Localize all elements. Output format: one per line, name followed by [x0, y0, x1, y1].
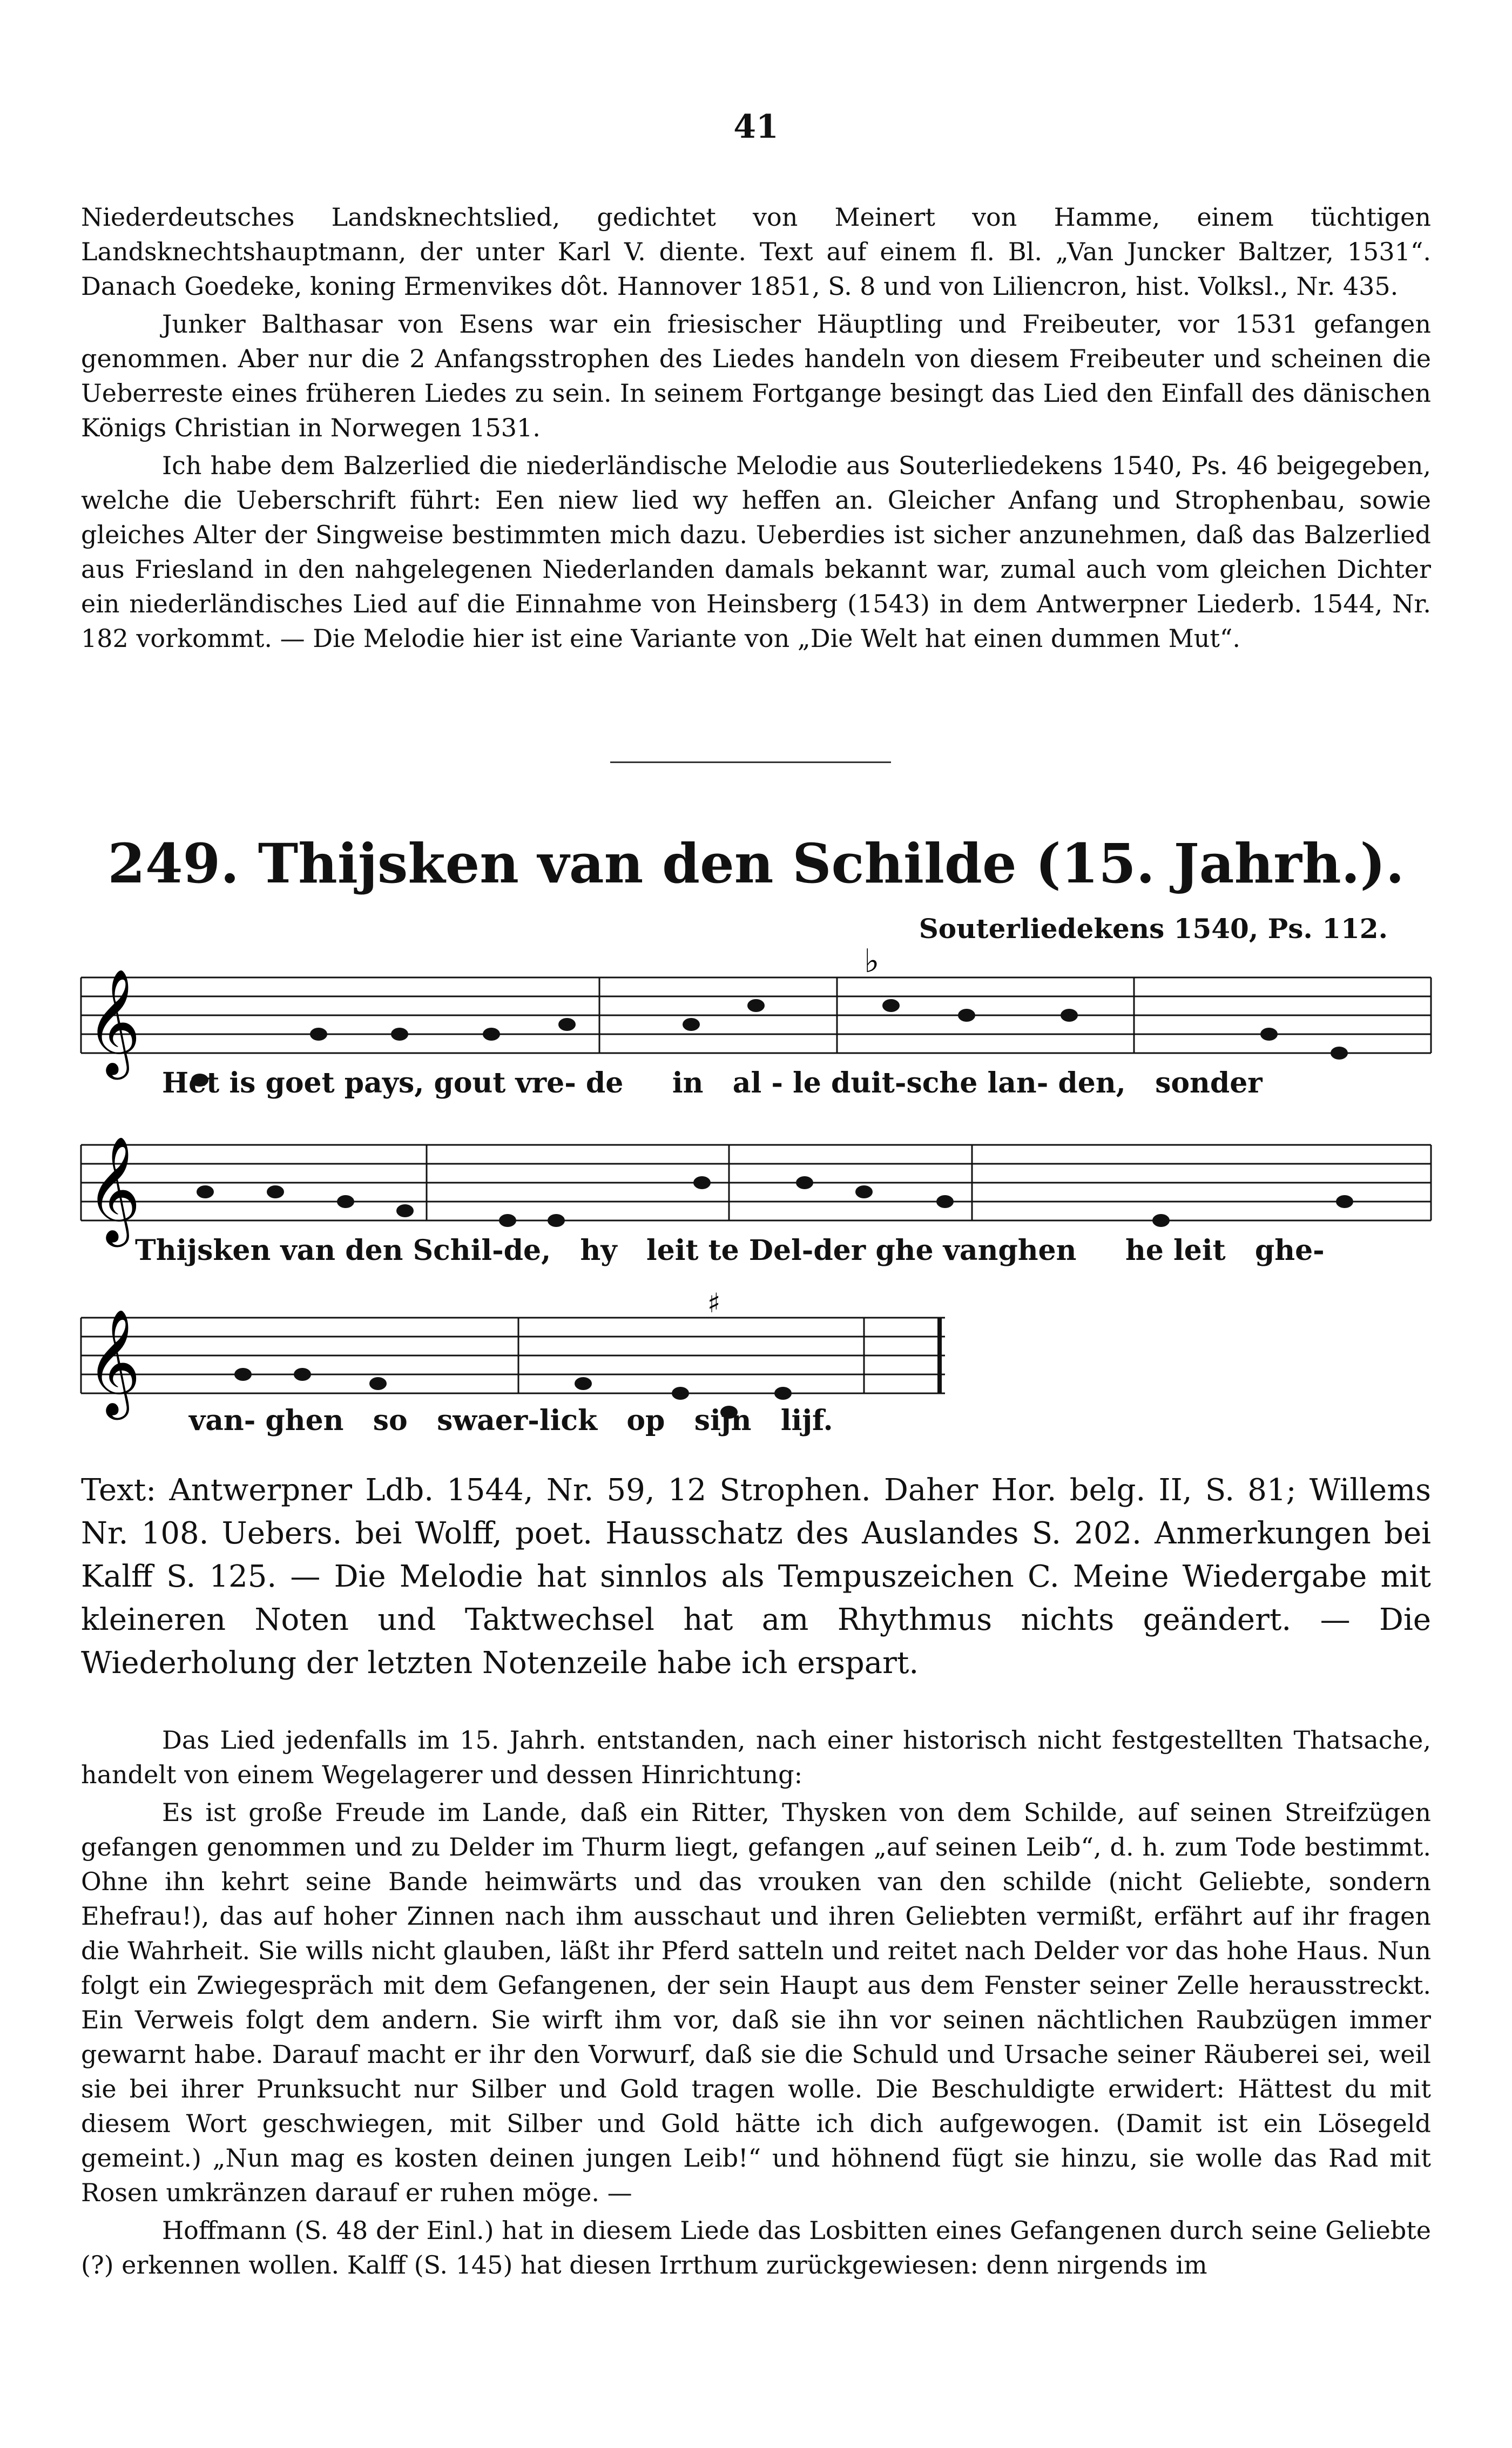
lyric-syllable: de [585, 1067, 624, 1100]
lyric-syllable: ghe [875, 1234, 934, 1267]
page-number: 41 [733, 108, 779, 146]
lyric-syllable: sijn [694, 1404, 752, 1437]
song-notes-text: Text: Antwerpner Ldb. 1544, Nr. 59, 12 Strophen. Daher Hor. belg. II, S. 81; Willems Nr. 108. Uebers. bei Wolff, poet. Hausschatz des Auslandes S. 202. Anmerkungen bei Kalff S. 125. — Die Melodie hat sinnlos als Tempuszeichen C. Meine Wiedergabe mit kleineren Noten und Taktwechsel hat am Rhythmus nichts geändert. — Die Wiederholung der letzten Notenzeile habe ich erspart. [81, 1473, 1431, 1681]
lyric-syllable: leit [1173, 1234, 1226, 1267]
lyric-syllable: gout [434, 1067, 506, 1100]
intro-paragraph-1: Niederdeutsches Landsknechtslied, gedichtet von Meinert von Hamme, einem tüchtigen Landsknechtshauptmann, der unter Karl V. diente. Text auf einem fl. Bl. „Van Juncker Baltzer, 1531“. Danach Goedeke, koning Ermenvikes dôt. Hannover 1851, S. 8 und von Liliencron, hist. Volksl., Nr. 435. [81, 203, 1431, 301]
lyric-syllable: sonder [1155, 1067, 1263, 1100]
section-divider [610, 761, 891, 763]
lyric-syllable: le [793, 1067, 821, 1100]
song-notes [81, 1469, 1431, 1685]
lyric-syllable: leit [646, 1234, 699, 1267]
lyric-syllable: goet [265, 1067, 335, 1100]
commentary-paragraph-2: Es ist große Freude im Lande, daß ein Ritter, Thysken von dem Schilde, auf seinen Streifzügen gefangen genommen und zu Delder im Thurm liegt, gefangen „auf seinen Leib“, d. h. zum Tode bestimmt. Ohne ihn kehrt seine Bande heimwärts und das vrouken van den schilde (nicht Geliebte, sondern Ehefrau!), das auf hoher Zinnen nach ihm ausschaut und ihren Geliebten vermißt, erfährt auf ihr fragen die Wahrheit. Sie wills nicht glauben, läßt ihr Pferd satteln und reitet nach Delder vor das hohe Haus. Nun folgt ein Zwiegespräch mit dem Gefangenen, der sein Haupt aus dem Fenster seiner Zelle herausstreckt. Ein Verweis folgt dem andern. Sie wirft ihm vor, daß sie ihn vor seinen nächtlichen Raubzügen immer gewarnt habe. Darauf macht er ihr den Vorwurf, daß sie die Schuld und Ursache seiner Räuberei sei, weil sie bei ihrer Prunksucht nur Silber und Gold tragen wolle. Die Beschuldigte erwidert: Hättest du mit diesem Wort geschwiegen, mit Silber und Gold hätte ich dich aufgewogen. (Damit ist ein Lösegeld gemeint.) „Nun mag es kosten deinen jungen Leib!“ und höhnend fügt sie hinzu, sie wolle das Rad mit Rosen umkränzen darauf er ruhen möge. — [81, 1798, 1431, 2207]
lyric-syllable: in [672, 1067, 704, 1100]
svg-text:♯: ♯ [707, 1287, 721, 1319]
intro-paragraph-2: Junker Balthasar von Esens war ein friesischer Häuptling und Freibeuter, vor 1531 gefangen genommen. Aber nur die 2 Anfangsstrophen des Liedes handeln von diesem Freibeuter und scheinen die Ueberreste eines früheren Liedes zu sein. In seinem Fortgange besingt das Lied den Einfall des dänischen Königs Christian in Norwegen 1531. [81, 309, 1431, 442]
svg-text:♭: ♭ [864, 942, 880, 980]
svg-text:𝄞: 𝄞 [86, 1136, 141, 1243]
lyric-syllable: Thijsken [135, 1234, 271, 1267]
lyrics-line-3 [189, 1404, 833, 1437]
lyric-syllable: al [732, 1067, 762, 1100]
svg-text:𝄞: 𝄞 [86, 968, 141, 1075]
lyric-syllable: swaer-lick [437, 1404, 598, 1437]
song-source: Souterliedekens 1540, Ps. 112. [919, 913, 1388, 945]
lyric-syllable: ghen [265, 1404, 344, 1437]
lyric-syllable: hy [580, 1234, 617, 1267]
lyric-syllable: lan- [987, 1067, 1049, 1100]
svg-text:𝄞: 𝄞 [86, 1309, 141, 1415]
lyric-syllable: te [708, 1234, 739, 1267]
intro-paragraph-3: Ich habe dem Balzerlied die niederländische Melodie aus Souterliedekens 1540, Ps. 46 beigegeben, welche die Ueberschrift führt: Een niew lied wy heffen an. Gleicher Anfang und Strophenbau, sowie gleiches Alter der Singweise bestimmten mich dazu. Ueberdies ist sicher anzunehmen, daß das Balzerlied aus Friesland in den nahgelegenen Niederlanden damals bekannt war, zumal auch vom gleichen Dichter ein niederländisches Lied auf die Einnahme von Heinsberg (1543) in dem Antwerpner Liederb. 1544, Nr. 182 vorkommt. — Die Melodie hier ist eine Variante von „Die Welt hat einen dummen Mut“. [81, 451, 1431, 653]
song-title: 249. Thijsken van den Schilde (15. Jahrh.). [107, 832, 1405, 895]
lyric-syllable: he [1125, 1234, 1164, 1267]
lyric-syllable: duit-sche [831, 1067, 978, 1100]
lyric-syllable: pays, [344, 1067, 424, 1100]
intro-text [81, 200, 1431, 656]
lyric-syllable: vre- [515, 1067, 576, 1100]
commentary-paragraph-3: Hoffmann (S. 48 der Einl.) hat in diesem Liede das Losbitten eines Gefangenen durch seine Geliebte (?) erkennen wollen. Kalff (S. 145) hat diesen Irrthum zurückgewiesen: denn nirgends im [81, 2216, 1431, 2280]
lyric-syllable: Het [162, 1067, 220, 1100]
lyric-syllable: is [229, 1067, 256, 1100]
commentary-paragraph-1: Das Lied jedenfalls im 15. Jahrh. entstanden, nach einer historisch nicht festgestellten Thatsache, handelt von einem Wegelagerer und dessen Hinrichtung: [81, 1725, 1431, 1789]
lyrics-line-1 [162, 1067, 1263, 1100]
commentary [81, 1723, 1431, 2282]
lyric-syllable: ghe- [1254, 1234, 1325, 1267]
lyrics-line-2 [135, 1234, 1325, 1267]
lyric-syllable: Del-der [748, 1234, 866, 1267]
lyric-syllable: - [771, 1067, 783, 1100]
lyric-syllable: op [626, 1404, 665, 1437]
lyric-syllable: den [345, 1234, 403, 1267]
lyric-syllable: lijf. [780, 1404, 833, 1437]
lyric-syllable: vanghen [943, 1234, 1077, 1267]
lyric-syllable: den, [1058, 1067, 1126, 1100]
lyric-syllable: so [373, 1404, 408, 1437]
lyric-syllable: Schil-de, [413, 1234, 551, 1267]
lyric-syllable: van [280, 1234, 336, 1267]
lyric-syllable: van- [189, 1404, 256, 1437]
